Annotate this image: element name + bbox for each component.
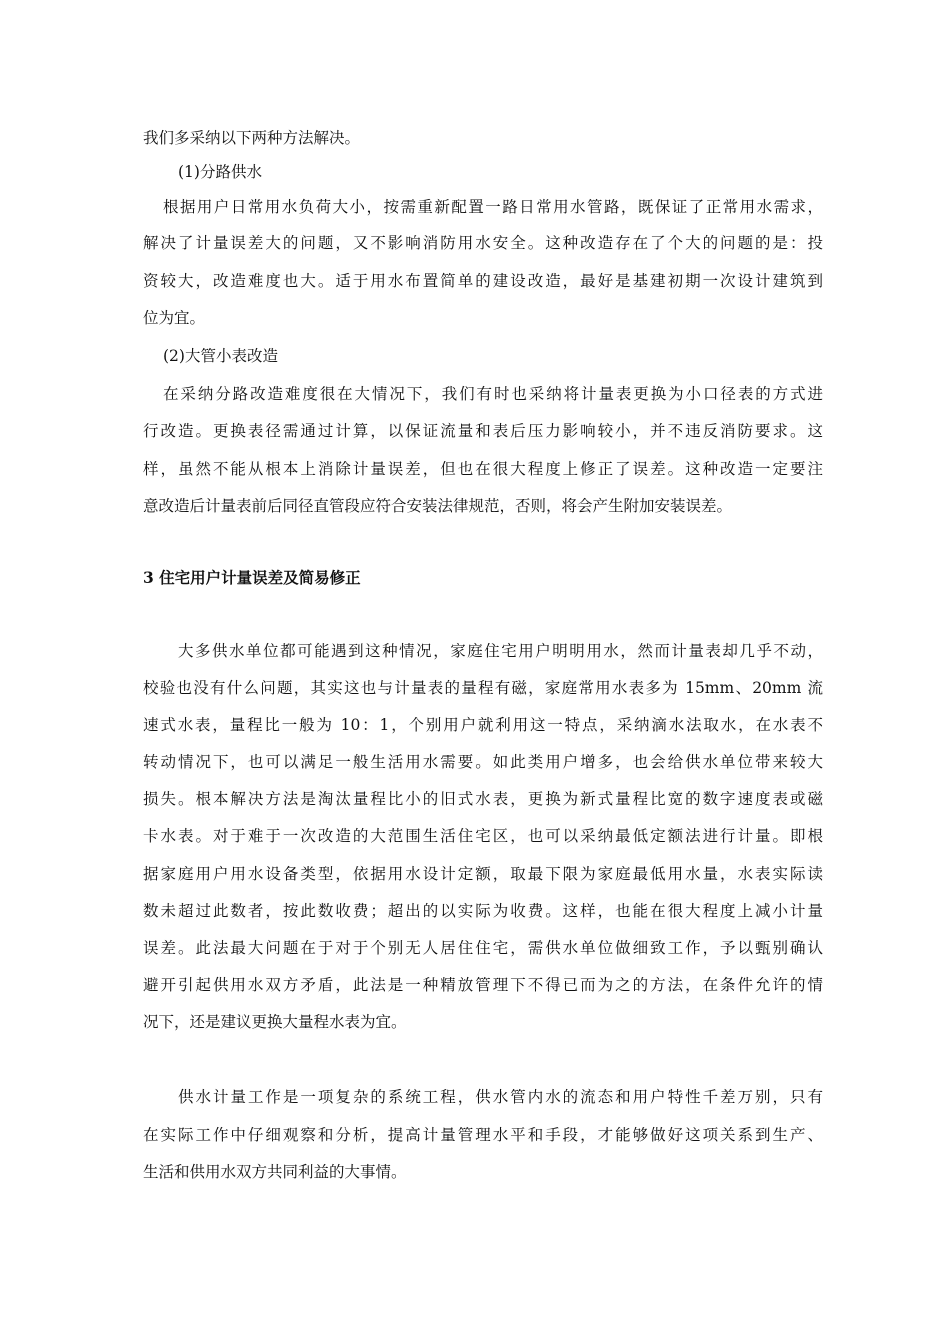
paragraph-line: 校验也没有什么问题，其实这也与计量表的量程有磁，家庭常用水表多为 15mm、20mm 流 — [143, 679, 823, 697]
intro-text: 我们多采纳以下两种方法解决。 — [143, 129, 361, 147]
item2-line: 意改造后计量表前后同径直管段应符合安装法律规范，否则，将会产生附加安装误差。 — [143, 497, 733, 515]
paragraph-line: 损失。根本解决方法是淘汰量程比小的旧式水表，更换为新式量程比宽的数字速度表或磁 — [143, 790, 823, 808]
paragraph-line: 况下，还是建议更换大量程水表为宜。 — [143, 1013, 407, 1031]
paragraph-line: 在实际工作中仔细观察和分析，提高计量管理水平和手段，才能够做好这项关系到生产、 — [143, 1126, 823, 1144]
paragraph-line: 大多供水单位都可能遇到这种情况，家庭住宅用户明明用水，然而计量表却几乎不动， — [178, 642, 823, 660]
item2-line: 在采纳分路改造难度很在大情况下，我们有时也采纳将计量表更换为小口径表的方式进 — [163, 385, 823, 403]
paragraph-line: 数未超过此数者，按此数收费；超出的以实际为收费。这样，也能在很大程度上减小计量 — [143, 902, 823, 920]
paragraph-line: 据家庭用户用水设备类型，依据用水设计定额，取最下限为家庭最低用水量，水表实际读 — [143, 865, 823, 883]
item1-line: 解决了计量误差大的问题，又不影响消防用水安全。这种改造存在了个大的问题的是：投 — [143, 234, 823, 252]
paragraph-line: 转动情况下，也可以满足一般生活用水需要。如此类用户增多，也会给供水单位带来较大 — [143, 753, 823, 771]
item1-title: (1)分路供水 — [178, 163, 262, 181]
item2-line: 行改造。更换表径需通过计算，以保证流量和表后压力影响较小，并不违反消防要求。这 — [143, 422, 823, 440]
paragraph-line: 生活和供用水双方共同利益的大事情。 — [143, 1163, 407, 1181]
paragraph-line: 速式水表，量程比一般为 10：1，个别用户就利用这一特点，采纳滴水法取水，在水表不 — [143, 716, 823, 734]
item1-line: 位为宜。 — [143, 309, 206, 327]
paragraph-line: 误差。此法最大问题在于对于个别无人居住住宅，需供水单位做细致工作，予以甄别确认 — [143, 939, 823, 957]
item2-line: 样，虽然不能从根本上消除计量误差，但也在很大程度上修正了误差。这种改造一定要注 — [143, 460, 823, 478]
paragraph-line: 供水计量工作是一项复杂的系统工程，供水管内水的流态和用户特性千差万别，只有 — [178, 1088, 823, 1106]
paragraph-line: 卡水表。对于难于一次改造的大范围生活住宅区，也可以采纳最低定额法进行计量。即根 — [143, 827, 823, 845]
paragraph-line: 避开引起供用水双方矛盾，此法是一种精放管理下不得已而为之的方法，在条件允许的情 — [143, 976, 823, 994]
section-heading: 3 住宅用户计量误差及简易修正 — [143, 568, 361, 587]
item2-title: (2)大管小表改造 — [163, 347, 278, 365]
item1-line: 根据用户日常用水负荷大小，按需重新配置一路日常用水管路，既保证了正常用水需求， — [163, 198, 823, 216]
item1-line: 资较大，改造难度也大。适于用水布置简单的建设改造，最好是基建初期一次设计建筑到 — [143, 272, 823, 290]
